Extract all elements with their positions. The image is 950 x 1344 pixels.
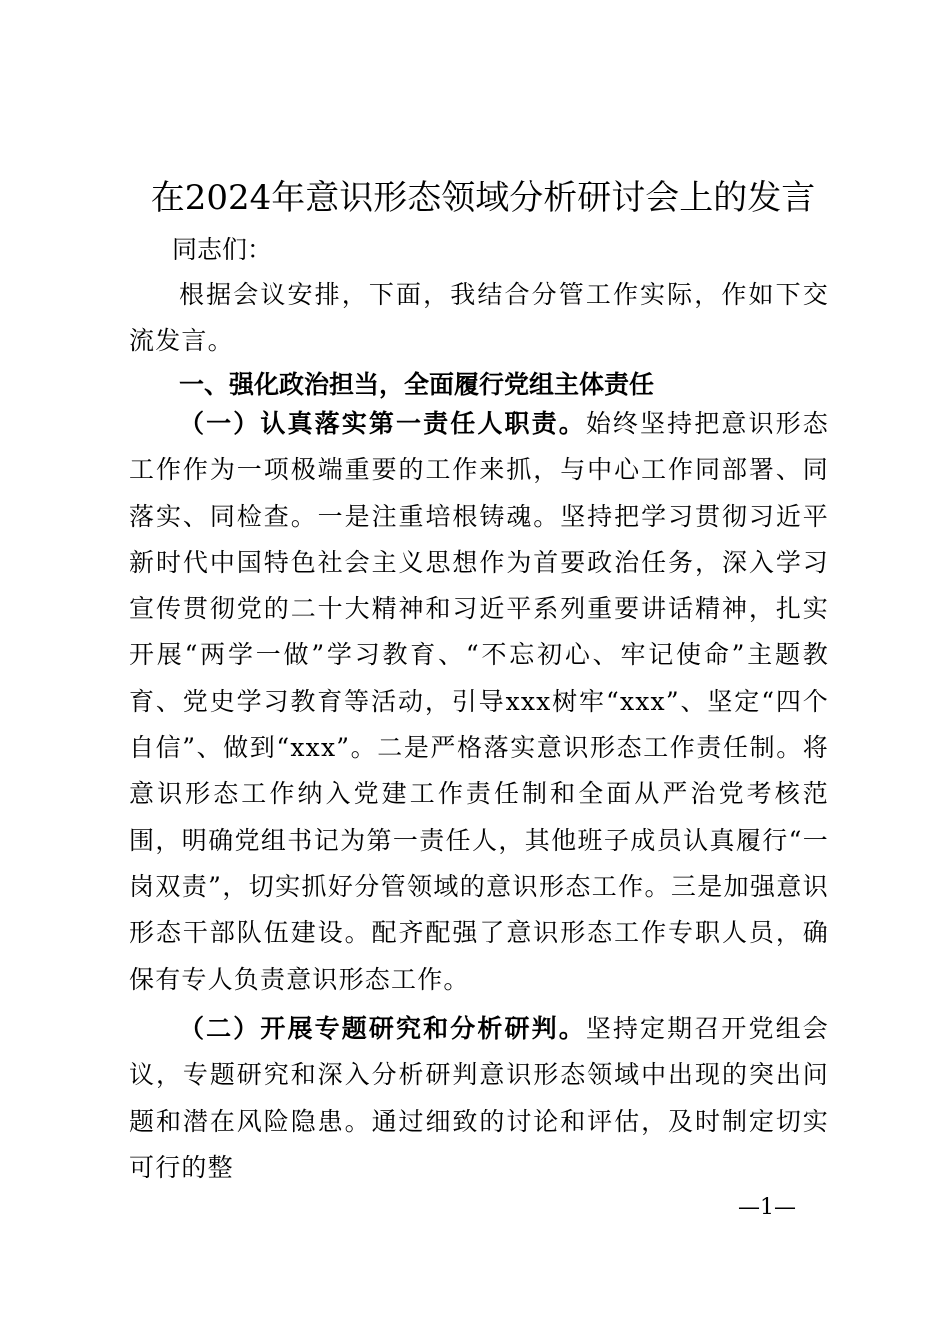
item-2-label: （二）开展专题研究和分析研判。	[179, 1014, 586, 1043]
item-1-text: 始终坚持把意识形态工作作为一项极端重要的工作来抓，与中心工作同部署、同落实、同检查。一是注重培根铸魂。坚持把学习贯彻习近平新时代中国特色社会主义思想作为首要政治任务，深入学习宣传贯彻党的二十大精神和习近平系列重要讲话精神，扎实开展“两学一做”学习教育、“不忘初心、牢记使命”主题教育、党史学习教育等活动，引导xxx树牢“xxx”、坚定“四个自信”、做到“xxx”。二是严格落实意识形态工作责任制。将意识形态工作纳入党建工作责任制和全面从严治党考核范围，明确党组书记为第一责任人，其他班子成员认真履行“一岗双责”，切实抓好分管领域的意识形态工作。三是加强意识形态干部队伍建设。配齐配强了意识形态工作专职人员，确保有专人负责意识形态工作。	[129, 409, 829, 994]
item-2-text: 坚持定期召开党组会议，专题研究和深入分析研判意识形态领域中出现的突出问题和潜在风险隐患。通过细致的讨论和评估，及时制定切实可行的整	[129, 1014, 829, 1182]
page-number: —1—	[738, 1195, 796, 1220]
paragraph-item-1	[129, 401, 829, 1003]
section-heading-1: 一、强化政治担当，全面履行党组主体责任	[179, 370, 655, 399]
intro-paragraph: 根据会议安排，下面，我结合分管工作实际，作如下交流发言。	[129, 280, 829, 356]
paragraph-item-2	[129, 1006, 829, 1191]
document-title: 在2024年意识形态领域分析研讨会上的发言	[150, 178, 816, 218]
item-1-label: （一）认真落实第一责任人职责。	[179, 409, 586, 438]
salutation: 同志们：	[172, 235, 273, 264]
